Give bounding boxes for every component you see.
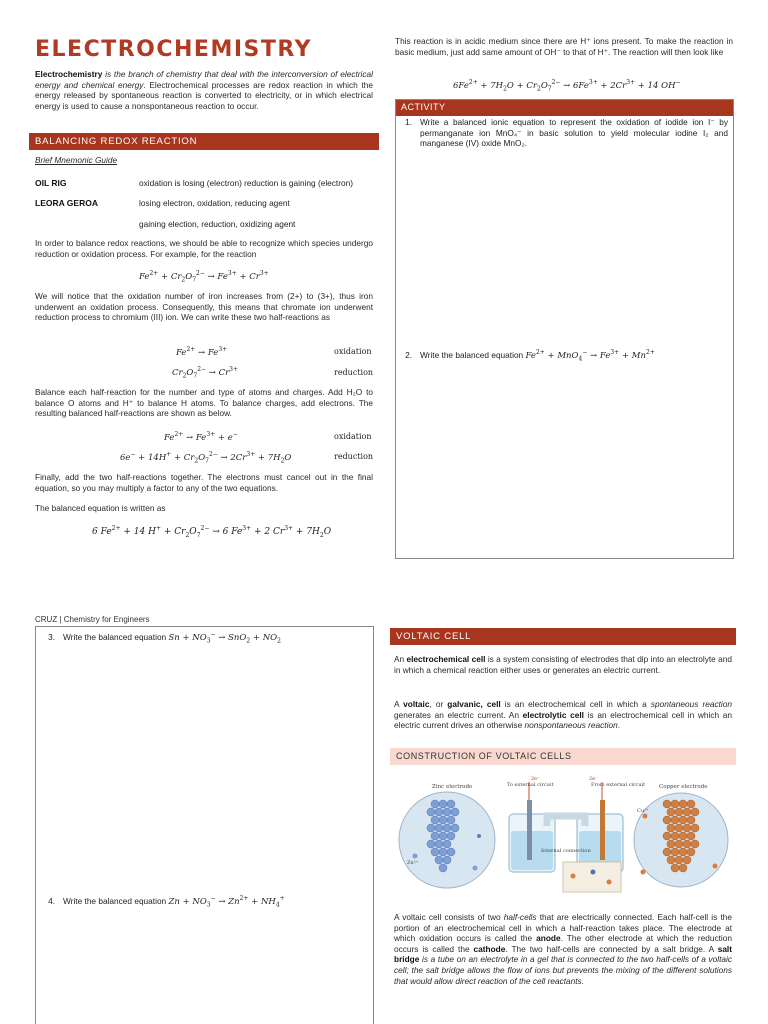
label-cu-ion: Cu²⁺ bbox=[637, 808, 649, 814]
paragraph-construction bbox=[394, 912, 732, 986]
text-span: A bbox=[394, 699, 404, 709]
label-zinc-electrode: Zinc electrode bbox=[432, 784, 473, 790]
activity-item-4 bbox=[35, 894, 371, 911]
banner-voltaic-cell: VOLTAIC CELL bbox=[390, 628, 736, 645]
activity-header: ACTIVITY bbox=[396, 100, 733, 116]
electron-zinc bbox=[477, 834, 481, 838]
label-oxidation-2: oxidation bbox=[334, 432, 372, 441]
label-e-right: 2e⁻ bbox=[589, 776, 598, 782]
term-galvanic-cell: galvanic, cell bbox=[447, 699, 501, 709]
equation-example: $Fe^{2+} + Cr_2O_7^{2-} \to Fe^{3+} + Cr^{3+}$ bbox=[139, 270, 269, 284]
term-salt-bridge: salt bridge bbox=[394, 943, 732, 965]
mnemonic-title: Brief Mnemonic Guide bbox=[35, 155, 118, 165]
label-internal-connection: Internal connection bbox=[541, 848, 591, 854]
activity-item-1 bbox=[392, 117, 728, 149]
paragraph-voltaic-galvanic bbox=[394, 699, 732, 731]
page-title: ELECTROCHEMISTRY bbox=[35, 37, 313, 62]
inset-ion-1 bbox=[571, 874, 576, 879]
text-span: . bbox=[617, 720, 620, 731]
label-zn-ion: Zn²⁺ bbox=[407, 860, 419, 866]
text-span: is a tube on an electrolyte in a gel that is connected to the two half-cells of a voltaic cell; the salt bridge allows the flow of ions but prevents the mixing of the different solutions that would allow direct reaction of the cell reactants. bbox=[394, 954, 732, 986]
term-electrolytic-cell: electrolytic cell bbox=[522, 709, 584, 720]
paragraph-recognize: In order to balance redox reactions, we should be able to recognize which species undergo reduction or oxidation process. For example, for the reaction bbox=[35, 238, 373, 259]
text-span: is an electrochemical cell in which a bbox=[500, 699, 651, 709]
activity-item-4-text: Write the balanced equation bbox=[63, 895, 167, 906]
banner-construction-voltaic: CONSTRUCTION OF VOLTAIC CELLS bbox=[390, 748, 736, 765]
equation-balanced-ox: $Fe^{2+} \to Fe^{3+} + e^-$ bbox=[164, 431, 238, 443]
label-reduction-1: reduction bbox=[334, 368, 374, 377]
text-span: is an electrochemical cell in which an electric current drives an otherwise bbox=[394, 709, 732, 731]
activity-item-4-number: 4. bbox=[48, 895, 55, 906]
term-anode: anode bbox=[536, 933, 561, 944]
paragraph-add-half: Finally, add the two half-reactions together. The electrons must cancel out in the final equation, so you may multiply a factor to any of the two equations. bbox=[35, 472, 373, 493]
term-half-cells: half-cells bbox=[503, 912, 537, 922]
text-span: that are electrically connected. Each half-cell is the portion of an electrochemical cell in which a half-reaction takes place. The electrode at which oxidation occurs is called the bbox=[394, 912, 732, 944]
mnemonic-text-oilrig: oxidation is losing (electron) reduction is gaining (electron) bbox=[139, 178, 353, 188]
voltaic-cell-diagram bbox=[397, 776, 730, 900]
activity-item-3 bbox=[35, 630, 371, 647]
equation-half-red: $Cr_2O_7^{2-} \to Cr^{3+}$ bbox=[172, 366, 239, 380]
activity-item-3-text: Write the balanced equation bbox=[63, 631, 167, 642]
label-to-external: To external circuit bbox=[507, 782, 554, 788]
mnemonic-text-leora: losing electron, oxidation, reducing agent bbox=[139, 198, 290, 208]
zn-ion-left bbox=[413, 854, 418, 859]
label-e-left: 2e⁻ bbox=[531, 776, 540, 782]
activity-item-1-text: Write a balanced ionic equation to represent the oxidation of iodide ion I⁻ by permanganate ion MnO₄⁻ in basic solution to yield molecular iodine I₂ and manganese (IV) oxide MnO₂. bbox=[420, 117, 728, 149]
term-nonspontaneous: nonspontaneous reaction bbox=[524, 720, 618, 731]
term-spontaneous: spontaneous reaction bbox=[650, 699, 732, 709]
intro-term: Electrochemistry bbox=[35, 69, 103, 79]
electrode-copper bbox=[600, 800, 605, 860]
inset-ion-3 bbox=[607, 880, 612, 885]
text-span: A voltaic cell consists of two bbox=[394, 912, 504, 922]
page-footer: CRUZ | Chemistry for Engineers bbox=[35, 615, 150, 624]
paragraph-balance-half: Balance each half-reaction for the number and type of atoms and charges. Add H₂O to balance O atoms and H⁺ to balance H atoms. To balance charges, add electrons. The resulting balanced half-reactions are shown as below. bbox=[35, 387, 373, 419]
cu-ion-3 bbox=[713, 864, 718, 869]
activity-box bbox=[395, 99, 734, 559]
text-span: . The two half-cells are connected by a salt bridge. A bbox=[505, 943, 718, 954]
activity-item-2-equation: $Fe^{2+} + MnO_4^- \to Fe^{3+} + Mn^{2+}$ bbox=[525, 349, 655, 363]
term-voltaic: voltaic bbox=[403, 699, 430, 709]
term-electrochemical-cell: electrochemical cell bbox=[406, 654, 486, 664]
electrode-zinc bbox=[527, 800, 532, 860]
inset-ion-2 bbox=[591, 870, 596, 875]
term-cathode: cathode bbox=[473, 943, 506, 954]
activity-item-3-equation: $Sn + NO_3^- \to SnO_2 + NO_2$ bbox=[168, 631, 281, 645]
text-span: An bbox=[394, 654, 407, 664]
page-2 bbox=[0, 598, 768, 1024]
banner-balancing-redox: BALANCING REDOX REACTION bbox=[29, 133, 379, 150]
activity-item-2-number: 2. bbox=[405, 349, 412, 360]
mnemonic-label-leora: LEORA GEROA bbox=[35, 198, 98, 208]
mnemonic-label-oilrig: OIL RIG bbox=[35, 178, 67, 188]
text-span: . The other electrode at which the reduction occurs is called the bbox=[394, 933, 732, 954]
equation-final-basic: $6Fe^{2+} + 7H_2O + Cr_2O_7^{2-} \to 6Fe^{3+} + 2Cr^{3+} + 14$ OH− bbox=[453, 79, 681, 93]
activity-item-3-number: 3. bbox=[48, 631, 55, 642]
paragraph-balanced-written: The balanced equation is written as bbox=[35, 503, 166, 513]
paragraph-basic-medium: This reaction is in acidic medium since there are H⁺ ions present. To make the reaction in basic medium, just add same amount of OH⁻ to that of H⁺. The reaction will then look like bbox=[395, 36, 733, 57]
zn-ion-right bbox=[473, 866, 478, 871]
activity-item-4-equation: $Zn + NO_3^- \to Zn^{2+} + NH_4^+$ bbox=[168, 895, 285, 909]
activity-item-2-text: Write the balanced equation bbox=[420, 349, 524, 360]
cu-ion-2 bbox=[641, 870, 646, 875]
intro-definition: is the branch of chemistry that deal with the interconversion of electrical energy and chemical energy bbox=[35, 69, 373, 90]
mnemonic-text-geroa: gaining election, reduction, oxidizing agent bbox=[139, 219, 296, 229]
label-from-external: From external circuit bbox=[591, 782, 646, 788]
text-span: , or bbox=[429, 699, 448, 709]
equation-half-ox: $Fe^{2+} \to Fe^{3+}$ bbox=[176, 346, 228, 358]
equation-balanced-red: $6e^- + 14H^+ + Cr_2O_7^{2-} \to 2Cr^{3+} + 7H_2O$ bbox=[120, 451, 292, 465]
cu-ion-1 bbox=[643, 814, 648, 819]
label-oxidation-1: oxidation bbox=[334, 347, 372, 356]
activity-item-2 bbox=[392, 348, 728, 365]
text-span: is a system consisting of electrodes that dip into an electrolyte and in which a chemical reaction either uses or generates an electric current. bbox=[394, 654, 732, 675]
text-span: generates an electric current. An bbox=[394, 709, 523, 720]
paragraph-oxidation-number: We will notice that the oxidation number of iron increases from (2+) to (3+), thus iron underwent an oxidation process. Consequently, this means that chromate ion underwent reduction process to chromium (III) ion. We can write these two half-reactions as bbox=[35, 291, 373, 323]
label-copper-electrode: Copper electrode bbox=[659, 784, 708, 790]
activity-item-1-number: 1. bbox=[405, 117, 412, 127]
intro-paragraph bbox=[35, 69, 373, 111]
paragraph-electrochemical-cell bbox=[394, 654, 732, 675]
intro-rest: . Electrochemical processes are redox reaction in which the energy released by spontaneous reaction is converted to electricity, or in which electrical energy is used to cause a nonspontaneous reaction to occur. bbox=[35, 79, 373, 111]
label-reduction-2: reduction bbox=[334, 452, 374, 461]
activity-box-continued bbox=[35, 626, 374, 1024]
equation-final-acidic: 6 $Fe^{2+} + 14$ $H^+ + Cr_2O_7^{2-} \to 6$ $Fe^{3+} + 2$ $Cr^{3+} + 7H_2O$ bbox=[92, 525, 332, 539]
